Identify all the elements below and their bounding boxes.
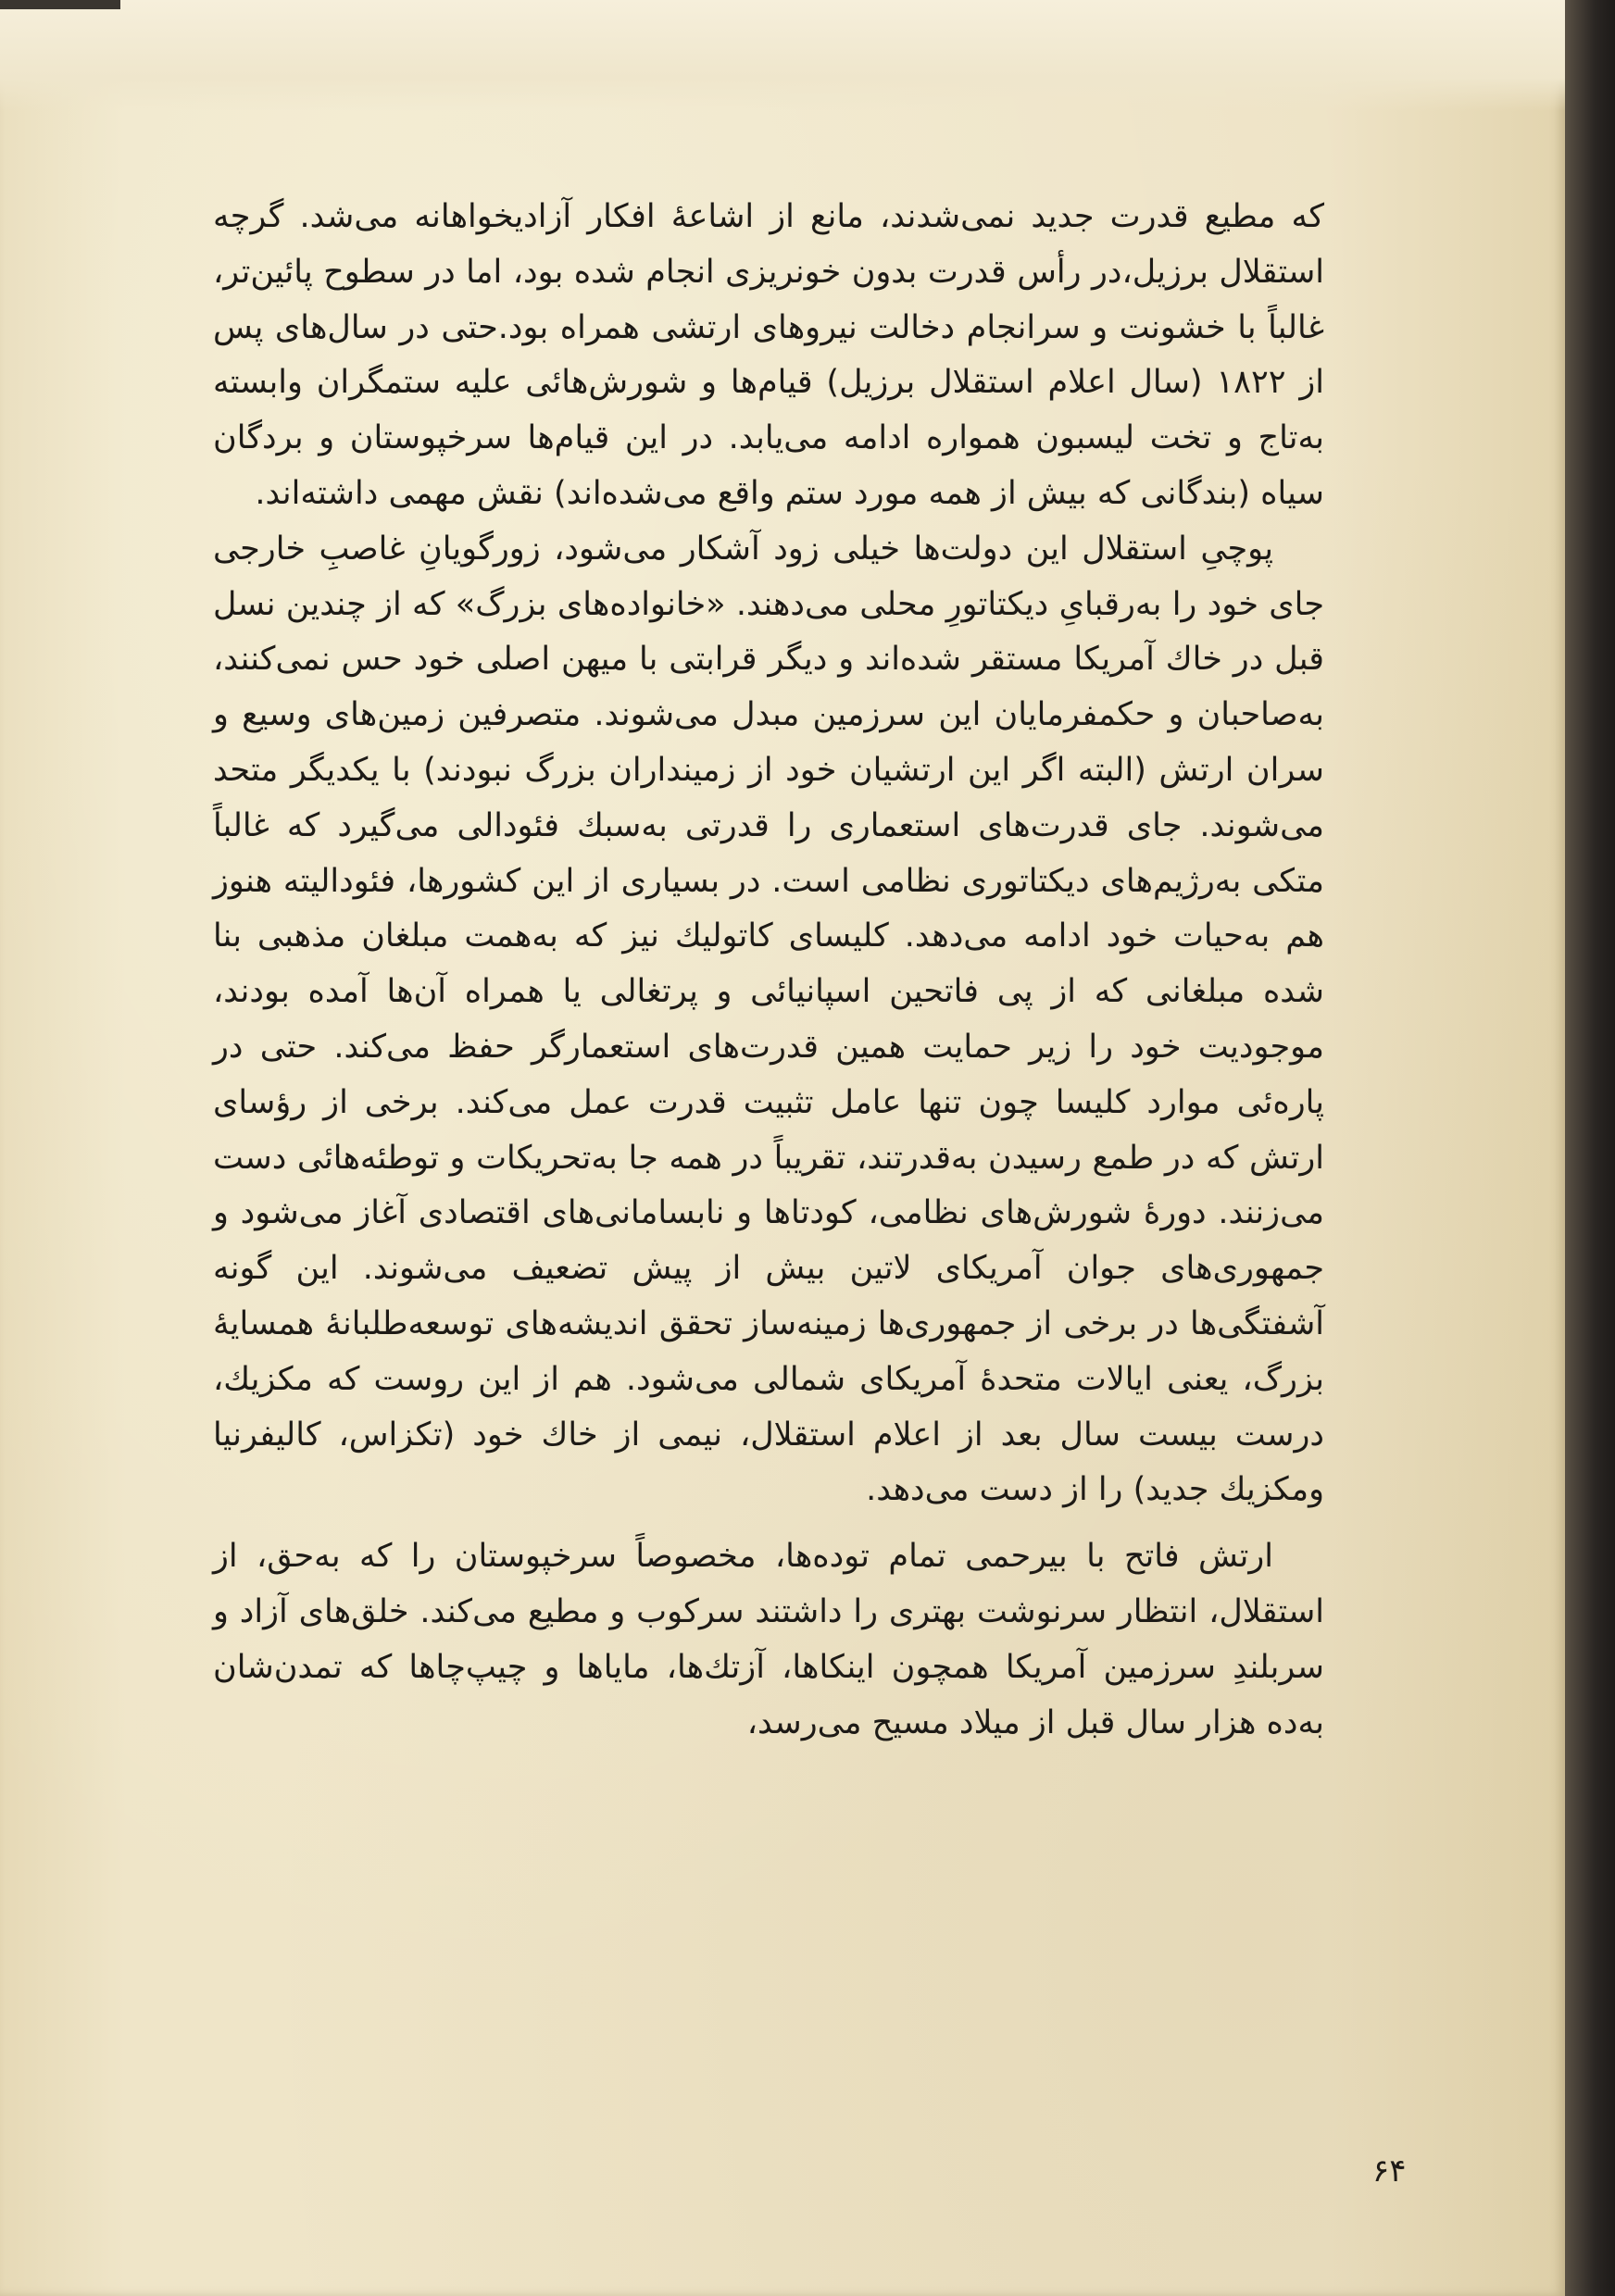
page-number: ۶۴ [1372, 2152, 1407, 2190]
paragraph-2: پوچیِ استقلال این دولت‌ها خیلی زود آشکار می‌شود، زورگویانِ غاصبِ خارجی جای خود را به‌رقبایِ دیکتاتورِ محلی می‌دهند. «خانواده‌های بزرگ» که از چندین نسل قبل در خاك آمریکا مستقر شده‌اند و دیگر قرابتی با میهن اصلی خود حس نمی‌کنند، به‌صاحبان و حکمفرمایان این سرزمین مبدل می‌شوند. متصرفین زمین‌های وسیع و سران ارتش (البته اگر این ارتشیان خود از زمینداران بزرگ نبودند) با یکدیگر متحد می‌شوند. جای قدرت‌های استعماری را قدرتی به‌سبك فئودالی می‌گیرد که غالباً متکی به‌رژیم‌های دیکتاتوری نظامی است. در بسیاری از این کشورها، فئودالیته هنوز هم به‌حیات خود ادامه می‌دهد. کلیسای کاتولیك نیز که به‌همت مبلغان مذهبی بنا شده مبلغانی که از پی فاتحین اسپانیائی و پرتغالی یا همراه آن‌ها آمده بودند، موجودیت خود را زیر حمایت همین قدرت‌های استعمارگر حفظ می‌کند. حتی در پاره‌ئی موارد کلیسا چون تنها عامل تثبیت قدرت عمل می‌کند. برخی از رؤسای ارتش که در طمع رسیدن به‌قدرتند، تقریباً در همه جا به‌تحریکات و توطئه‌هائی دست می‌زنند. دورهٔ شورش‌های نظامی، کودتاها و نابسامانی‌های اقتصادی آغاز می‌شود و جمهوری‌های جوان آمریکای لاتین بیش از پیش تضعیف می‌شوند. این گونه آشفتگی‌ها در برخی از جمهوری‌ها زمینه‌ساز تحقق اندیشه‌های توسعه‌طلبانهٔ همسایهٔ بزرگ، یعنی ایالات متحدهٔ آمریکای شمالی می‌شود. هم از این روست که مکزیك، درست بیست سال بعد از اعلام استقلال، نیمی از خاك خود (تکزاس، کالیفرنیا ومکزیك جدید) را از دست می‌دهد. [213, 530, 1324, 1509]
paragraph-3: ارتش فاتح با بیرحمی تمام توده‌ها، مخصوصاً سرخپوستان را که به‌حق، از استقلال، انتظار سرنوشت بهتری را داشتند سرکوب و مطیع می‌کند. خلق‌های آزاد و سربلندِ سرزمین آمریکا همچون اینکاها، آزتك‌ها، مایاها و چیپ‌چاها که تمدن‌شان به‌ده هزار سال قبل از میلاد مسیح می‌رسد، [213, 1538, 1324, 1741]
scan-background-edge [1565, 0, 1615, 2296]
paragraph-1: که مطیع قدرت جدید نمی‌شدند، مانع از اشاعهٔ افکار آزادیخواهانه می‌شد. گرچه استقلال برزیل،در رأس قدرت بدون خونریزی انجام شده بود، اما در سطوح پائین‌تر، غالباً با خشونت و سرانجام دخالت نیروهای ارتشی همراه بود.حتی در سال‌های پس از ۱۸۲۲ (سال اعلام استقلال برزیل) قیام‌ها و شورش‌هائی علیه ستمگران وابسته به‌تاج و تخت لیسبون همواره ادامه می‌یابد. در این قیام‌ها سرخپوستان و بردگان سیاه (بندگانی که بیش از همه مورد ستم واقع می‌شده‌اند) نقش مهمی داشته‌اند. [213, 198, 1324, 512]
page-top-edge [0, 0, 1565, 111]
body-text [213, 190, 1324, 1751]
corner-mark [0, 0, 120, 9]
